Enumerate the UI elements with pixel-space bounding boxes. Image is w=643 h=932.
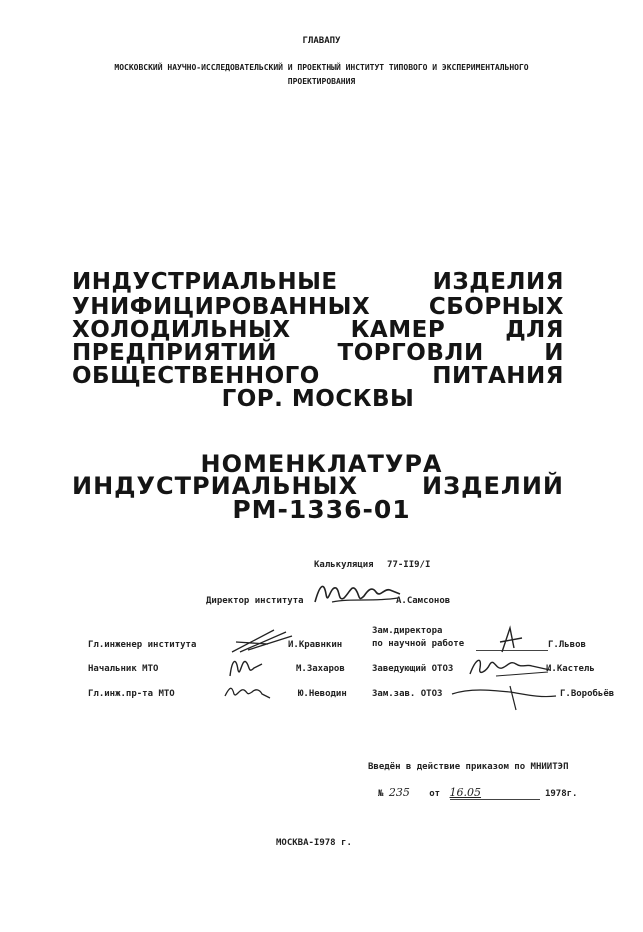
sig-right-name-2: И.Кастель <box>546 664 595 674</box>
title-line-3: ХОЛОДИЛЬНЫХ КАМЕР ДЛЯ <box>72 317 564 343</box>
sig-left-name-2: М.Захаров <box>296 664 345 674</box>
signature-head-otoz <box>466 652 554 682</box>
title-line-5: ОБЩЕСТВЕННОГО ПИТАНИЯ <box>72 363 564 389</box>
signature-deputy-head-otoz <box>450 680 560 712</box>
sig-left-name-1: И.Кравнкин <box>288 640 343 650</box>
subtitle-line-3: РМ-1336-01 <box>232 495 411 524</box>
calculation-value: 77-II9/I <box>387 560 431 570</box>
signature-mto-head <box>226 652 266 680</box>
sig-right-role-1a: Зам.директора <box>372 626 443 636</box>
sig-left-role-3: Гл.инж.пр-та МТО <box>88 689 175 699</box>
order-number-prefix: № <box>378 789 384 799</box>
subtitle-line-1: НОМЕНКЛАТУРА <box>200 450 443 478</box>
title-line-6: ГОР. МОСКВЫ <box>221 386 415 412</box>
sig-right-name-3: Г.Воробьёв <box>560 689 615 699</box>
agency-name: ГЛАВАПУ <box>302 36 341 46</box>
director-role: Директор института <box>206 596 304 606</box>
signature-chief-project-engineer <box>222 680 274 702</box>
sig-right-role-2: Заведующий ОТОЗ <box>372 664 454 674</box>
sig-left-role-2: Начальник МТО <box>88 664 159 674</box>
title-line-4: ПРЕДПРИЯТИЙ ТОРГОВЛИ И <box>72 340 564 366</box>
sig-left-name-3: Ю.Неводин <box>298 689 347 699</box>
enactment-order <box>378 786 577 800</box>
title-line-1: ИНДУСТРИАЛЬНЫЕ ИЗДЕЛИЯ <box>72 269 564 295</box>
order-date-prefix: от <box>429 789 441 799</box>
subtitle-line-2: ИНДУСТРИАЛЬНЫХ ИЗДЕЛИЙ <box>72 472 564 500</box>
enactment-text: Введён в действие приказом по МНИИТЭП <box>368 762 569 772</box>
institute-name-line2: ПРОЕКТИРОВАНИЯ <box>287 77 356 86</box>
title-line-2: УНИФИЦИРОВАННЫХ СБОРНЫХ <box>72 294 564 320</box>
calculation <box>314 560 430 570</box>
institute-name-line1: МОСКОВСКИЙ НАУЧНО-ИССЛЕДОВАТЕЛЬСКИЙ И ПРОЕКТНЫЙ ИНСТИТУТ ТИПОВОГО И ЭКСПЕРИМЕНТАЛЬНОГО <box>114 63 529 72</box>
signature-chief-engineer <box>228 622 300 656</box>
footer-city-year: МОСКВА-I978 г. <box>276 838 352 848</box>
calculation-label: Калькуляция <box>314 560 374 570</box>
sig-right-name-1: Г.Львов <box>548 640 586 650</box>
order-date: 16.05 <box>450 786 540 800</box>
director-signature <box>312 580 404 608</box>
sig-left-role-1: Гл.инженер института <box>88 640 197 650</box>
director-name: А.Самсонов <box>396 596 451 606</box>
order-year: 1978г. <box>544 789 578 799</box>
sig-right-role-3: Зам.зав. ОТОЗ <box>372 689 443 699</box>
order-number: 235 <box>388 786 410 799</box>
sig-right-role-1b: по научной работе <box>372 639 465 649</box>
